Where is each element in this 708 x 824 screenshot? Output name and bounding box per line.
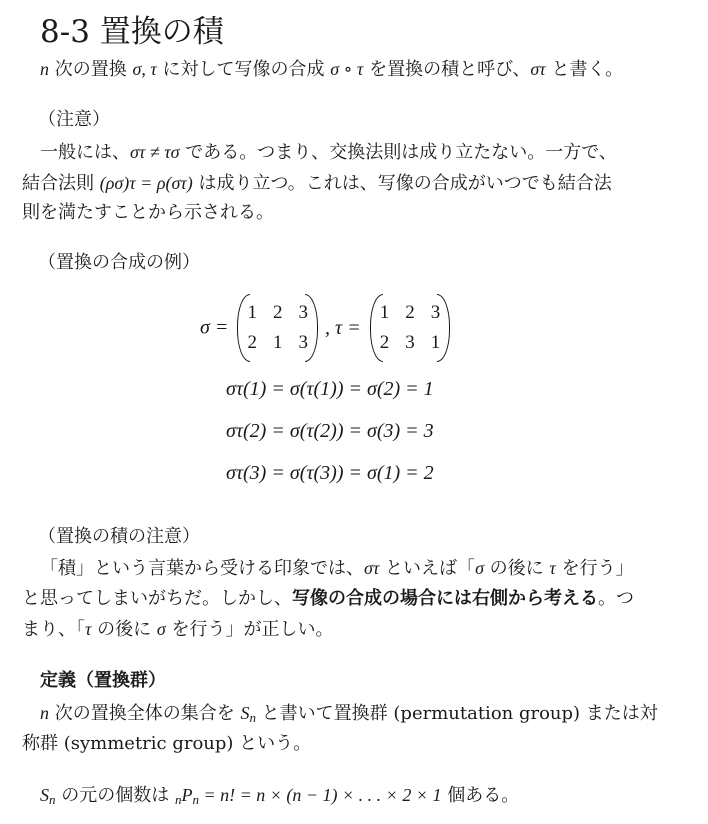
note-line-1: 一般には、στ ≠ τσ である。つまり、交換法則は成り立たない。一方で、	[40, 142, 617, 163]
tau-matrix: 1 2 3 2 3 1	[372, 298, 449, 358]
definition-heading: 定義（置換群）	[40, 670, 166, 691]
composition-equation-1: στ(1) = σ(τ(1)) = σ(2) = 1	[226, 378, 434, 400]
math-n: n	[40, 59, 49, 79]
product-note-heading: （置換の積の注意）	[38, 526, 200, 547]
math-associative: (ρσ)τ = ρ(στ)	[99, 173, 193, 193]
definition-line-1: n 次の置換全体の集合を $S_n$ と書いて置換群 (permutation group) または対	[40, 703, 658, 725]
note-line-3: 則を満たすことから示される。	[22, 202, 274, 223]
example-heading: （置換の合成の例）	[38, 252, 200, 273]
definition-line-2: 称群 (symmetric group) という。	[22, 733, 312, 754]
math-sigma-tau: σ, τ	[132, 59, 157, 79]
math-product: στ	[530, 59, 546, 79]
composition-equation-2: στ(2) = σ(τ(2)) = σ(3) = 3	[226, 420, 434, 442]
sigma-matrix: 1 2 3 2 1 3	[239, 298, 316, 358]
note-heading: （注意）	[38, 109, 110, 130]
intro-paragraph: n 次の置換 σ, τ に対して写像の合成 σ ∘ τ を置換の積と呼び、στ と書く。	[40, 59, 624, 80]
permutation-definitions	[200, 298, 448, 358]
composition-equation-3: στ(3) = σ(τ(3)) = σ(1) = 2	[226, 462, 434, 484]
product-note-line-2: と思ってしまいがちだ。しかし、写像の合成の場合には右側から考える。つ	[22, 588, 634, 609]
sigma-lhs: σ =	[200, 316, 229, 339]
product-note-line-3: まり、「τ の後に σ を行う」が正しい。	[22, 619, 334, 640]
math-noncommutative: στ ≠ τσ	[130, 142, 180, 162]
section-title: 8-3 置換の積	[40, 14, 224, 50]
product-note-line-1: 「積」という言葉から受ける印象では、στ といえば「σ の後に τ を行う」	[40, 558, 634, 579]
note-line-2: 結合法則 (ρσ)τ = ρ(στ) は成り立つ。これは、写像の合成がいつでも結合法	[22, 173, 612, 194]
tau-lhs: , τ =	[325, 316, 361, 339]
cardinality-line: $S_n$ の元の個数は $_nP_n = n$! = n × (n − 1) × . . . × 2 × 1 個ある。	[40, 785, 520, 807]
factorial-formula: = n! = n × (n − 1) × . . . × 2 × 1	[198, 785, 442, 805]
math-composition: σ ∘ τ	[330, 59, 364, 79]
emphasis-right-side: 写像の合成の場合には右側から考える	[292, 588, 598, 609]
